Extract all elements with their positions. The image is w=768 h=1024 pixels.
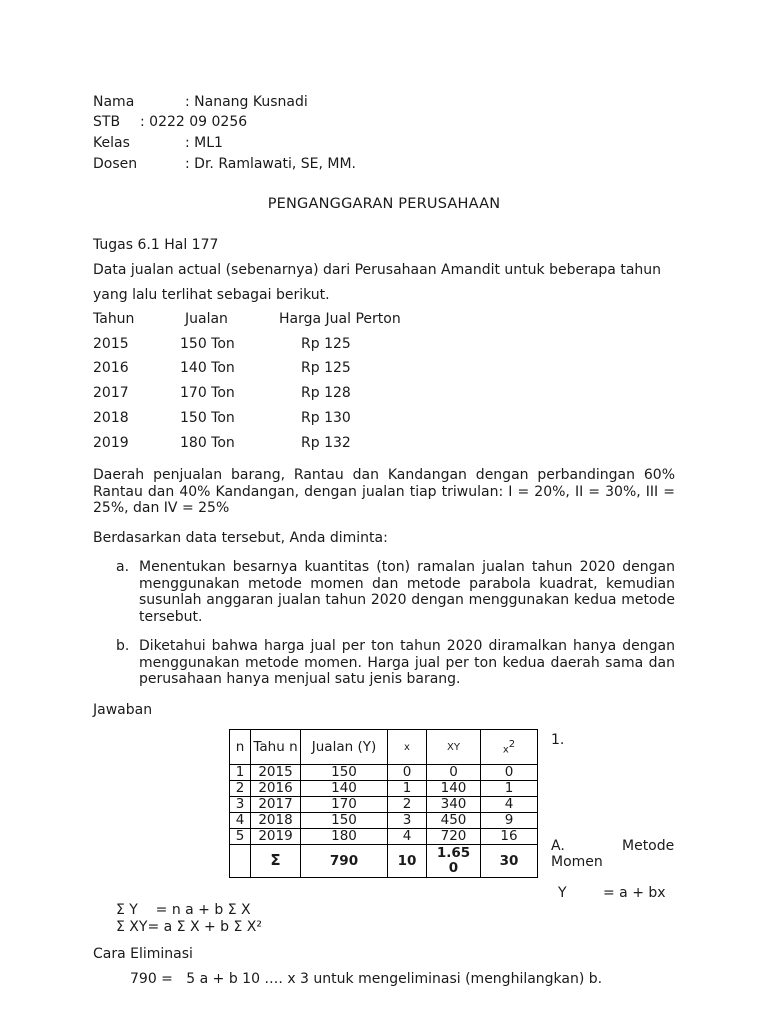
page-title: PENGANGGARAN PERUSAHAAN bbox=[267, 196, 501, 212]
cell-sum-xy: 1.650 bbox=[436, 845, 471, 876]
answer-number: 1. bbox=[551, 732, 565, 748]
sales-year: 2015 bbox=[93, 336, 129, 352]
sales-price: Rp 128 bbox=[301, 385, 351, 401]
stb-label: STB bbox=[93, 114, 121, 130]
formula-y: Y bbox=[558, 885, 567, 901]
request-a-text: Menentukan besarnya kuantitas (ton) ramalan jualan tahun 2020 dengan menggunakan metode momen dan metode parabola kuadrat, kemudian susunlah anggaran jualan tahun 2020 dengan menggunakan kedua metode tersebut. bbox=[139, 559, 675, 625]
x2-header-text: x bbox=[502, 744, 509, 756]
table-row bbox=[230, 813, 538, 829]
class-label: Kelas bbox=[93, 135, 130, 151]
cell-year: 2015 bbox=[251, 765, 301, 781]
sales-header-sales: Jualan bbox=[185, 311, 228, 327]
table-header-row bbox=[230, 730, 538, 765]
col-year-header: Tahu n bbox=[251, 730, 301, 765]
sales-year: 2019 bbox=[93, 435, 129, 451]
cell-x: 4 bbox=[388, 829, 427, 845]
cell-n: 1 bbox=[230, 765, 251, 781]
cell-n: 3 bbox=[230, 797, 251, 813]
cell-xy: 140 bbox=[427, 781, 481, 797]
cell-sigma bbox=[251, 845, 301, 878]
cell-y: 150 bbox=[301, 765, 388, 781]
cell-n: 4 bbox=[230, 813, 251, 829]
name-value: : Nanang Kusnadi bbox=[185, 94, 308, 110]
normal-equation-1: Σ Y = n a + b Σ X bbox=[116, 902, 251, 918]
cell-year: 2016 bbox=[251, 781, 301, 797]
cell-xy: 720 bbox=[427, 829, 481, 845]
cell-x2: 0 bbox=[481, 765, 538, 781]
cell-sum-y: 790 bbox=[301, 845, 388, 878]
sales-price: Rp 125 bbox=[301, 360, 351, 376]
table-sum-row bbox=[230, 845, 538, 878]
table-row bbox=[230, 829, 538, 845]
table-row bbox=[230, 797, 538, 813]
cell-xy: 340 bbox=[427, 797, 481, 813]
cell-y: 150 bbox=[301, 813, 388, 829]
sales-year: 2017 bbox=[93, 385, 129, 401]
list-marker: a. bbox=[116, 559, 130, 575]
cell-xy: 450 bbox=[427, 813, 481, 829]
table-row bbox=[230, 765, 538, 781]
formula-equation: = a + bx bbox=[603, 885, 666, 901]
cell-x: 1 bbox=[388, 781, 427, 797]
cell-year: 2017 bbox=[251, 797, 301, 813]
sales-amount: 180 Ton bbox=[180, 435, 235, 451]
cell-y: 140 bbox=[301, 781, 388, 797]
cell-x2: 9 bbox=[481, 813, 538, 829]
cell-x: 0 bbox=[388, 765, 427, 781]
method-a-marker: A. bbox=[551, 838, 565, 854]
col-x-header bbox=[388, 730, 427, 765]
sales-amount: 170 Ton bbox=[180, 385, 235, 401]
stb-value: : 0222 09 0256 bbox=[140, 114, 248, 130]
lecturer-value: : Dr. Ramlawati, SE, MM. bbox=[185, 156, 356, 172]
cell-x: 3 bbox=[388, 813, 427, 829]
lecturer-label: Dosen bbox=[93, 156, 138, 172]
sales-header-price: Harga Jual Perton bbox=[279, 311, 401, 327]
region-paragraph: Daerah penjualan barang, Rantau dan Kandangan dengan perbandingan 60% Rantau dan 40% Kandangan, dengan jualan tiap triwulan: I = 20%, II = 30%, III = 25%, dan IV = 25% bbox=[93, 467, 675, 516]
task-intro-line1: Data jualan actual (sebenarnya) dari Perusahaan Amandit untuk beberapa tahun bbox=[93, 262, 662, 278]
method-word: Metode bbox=[622, 838, 675, 854]
list-marker: b. bbox=[116, 638, 130, 654]
task-intro-line2: yang lalu terlihat sebagai berikut. bbox=[93, 287, 330, 303]
cell-year: 2019 bbox=[251, 829, 301, 845]
sales-price: Rp 132 bbox=[301, 435, 351, 451]
normal-equation-2: Σ XY= a Σ X + b Σ X² bbox=[116, 919, 263, 935]
cell-xy: 0 bbox=[427, 765, 481, 781]
task-heading: Tugas 6.1 Hal 177 bbox=[93, 237, 219, 253]
class-value: : ML1 bbox=[185, 135, 223, 151]
cell-x2: 4 bbox=[481, 797, 538, 813]
cell-n: 2 bbox=[230, 781, 251, 797]
x-header-text: x bbox=[404, 742, 410, 753]
name-label: Nama bbox=[93, 94, 135, 110]
cell-x2: 1 bbox=[481, 781, 538, 797]
sales-year: 2016 bbox=[93, 360, 129, 376]
sales-amount: 150 Ton bbox=[180, 410, 235, 426]
cell-sum-x: 10 bbox=[388, 845, 427, 878]
cell-y: 180 bbox=[301, 829, 388, 845]
cell-sum-x2: 30 bbox=[481, 845, 538, 878]
table-row bbox=[230, 781, 538, 797]
sales-year: 2018 bbox=[93, 410, 129, 426]
sales-header-year: Tahun bbox=[93, 311, 135, 327]
col-n-header: n bbox=[230, 730, 251, 765]
col-x2-header bbox=[481, 730, 538, 765]
col-sales-header: Jualan (Y) bbox=[301, 730, 388, 765]
sigma-symbol: Σ bbox=[270, 851, 281, 869]
calculation-table bbox=[229, 729, 538, 878]
elimination-line-1: 790 = 5 a + b 10 …. x 3 untuk mengeliminasi (menghilangkan) b. bbox=[130, 971, 603, 987]
cell-n: 5 bbox=[230, 829, 251, 845]
cell-x: 2 bbox=[388, 797, 427, 813]
answer-label: Jawaban bbox=[93, 702, 153, 718]
request-b-text: Diketahui bahwa harga jual per ton tahun 2020 diramalkan hanya dengan menggunakan metode momen. Harga jual per ton kedua daerah sama dan perusahaan hanya menjual satu jenis barang. bbox=[139, 638, 675, 687]
request-intro: Berdasarkan data tersebut, Anda diminta: bbox=[93, 530, 388, 546]
xy-header-text: XY bbox=[447, 742, 460, 753]
cell-sum-empty bbox=[230, 845, 251, 878]
sales-price: Rp 125 bbox=[301, 336, 351, 352]
cell-year: 2018 bbox=[251, 813, 301, 829]
method-name: Momen bbox=[551, 854, 603, 870]
col-xy-header bbox=[427, 730, 481, 765]
x2-header-sup: 2 bbox=[508, 738, 516, 750]
sales-amount: 140 Ton bbox=[180, 360, 235, 376]
cell-x2: 16 bbox=[481, 829, 538, 845]
cell-y: 170 bbox=[301, 797, 388, 813]
sales-price: Rp 130 bbox=[301, 410, 351, 426]
sales-amount: 150 Ton bbox=[180, 336, 235, 352]
cell-sum-xy-wrap bbox=[427, 845, 481, 878]
elimination-label: Cara Eliminasi bbox=[93, 946, 193, 962]
